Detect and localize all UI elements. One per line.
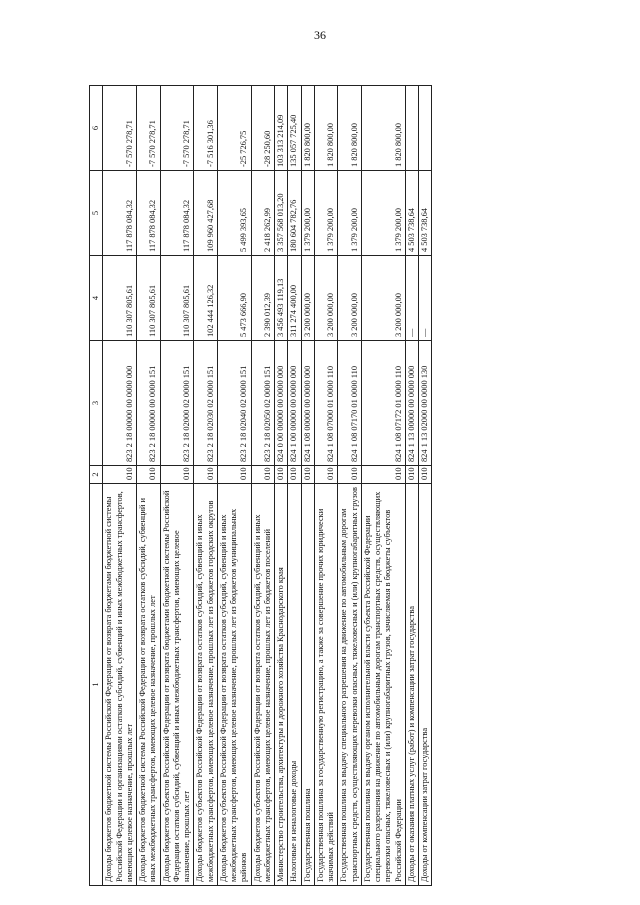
page-number: 36 [314, 28, 326, 42]
row-col6-cell: -7 570 278,71 [160, 86, 194, 171]
row-kbk-cell: 824 1 08 07170 01 0000 110 [338, 341, 362, 466]
row-col6-cell: -7 570 278,71 [137, 86, 161, 171]
row-col5-cell: 5 499 393,65 [217, 171, 251, 256]
table-row [194, 86, 218, 886]
row-col6-cell [419, 86, 432, 171]
row-col5-cell: 3 357 568 013,20 [275, 171, 288, 256]
table-row [137, 86, 161, 886]
row-code-cell: 010 [419, 466, 432, 484]
row-col6-cell: 135 057 725,40 [288, 86, 301, 171]
table-row [251, 86, 275, 886]
row-col4-cell: — [419, 256, 432, 341]
row-code-cell: 010 [251, 466, 275, 484]
row-col4-cell: 3 200 000,00 [314, 256, 338, 341]
row-col5-cell: 117 878 084,32 [137, 171, 161, 256]
row-col4-cell: 102 444 126,32 [194, 256, 218, 341]
row-kbk-cell: 823 2 18 02050 02 0000 151 [251, 341, 275, 466]
row-col5-cell: 117 878 084,32 [160, 171, 194, 256]
row-kbk-cell: 824 1 00 00000 00 0000 000 [288, 341, 301, 466]
row-kbk-cell: 823 2 18 02000 02 0000 151 [160, 341, 194, 466]
row-col6-cell: 1 820 800,00 [361, 86, 405, 171]
row-name-cell: Министерство строительства, архитектуры и дорожного хозяйства Краснодарского края [275, 484, 288, 886]
table-row [103, 86, 137, 886]
row-col6-cell: -25 726,75 [217, 86, 251, 171]
row-col4-cell: 110 307 805,61 [137, 256, 161, 341]
header-col-6: 6 [90, 86, 103, 171]
row-col5-cell: 4 503 738,64 [405, 171, 418, 256]
row-col4-cell: 110 307 805,61 [103, 256, 137, 341]
row-col6-cell: -28 250,60 [251, 86, 275, 171]
row-col4-cell: 3 200 000,00 [361, 256, 405, 341]
row-col5-cell: 1 379 200,00 [314, 171, 338, 256]
row-col6-cell: 1 820 800,00 [338, 86, 362, 171]
row-name-cell: Доходы бюджетов субъектов Российской Федерации от возврата бюджетами бюджетной системы Российской Федерации остатков субсидий, субвенций и иных межбюджетных трансфертов, имеющих целевое назначение, прошлых лет [160, 484, 194, 886]
row-code-cell: 010 [338, 466, 362, 484]
header-col-5: 5 [90, 171, 103, 256]
row-col6-cell: 103 313 214,09 [275, 86, 288, 171]
table-row [301, 86, 314, 886]
row-col6-cell: 1 820 800,00 [314, 86, 338, 171]
row-code-cell: 010 [288, 466, 301, 484]
header-col-4: 4 [90, 256, 103, 341]
row-kbk-cell: 823 2 18 02040 02 0000 151 [217, 341, 251, 466]
row-kbk-cell: 824 1 08 07000 01 0000 110 [314, 341, 338, 466]
table-row [419, 86, 432, 886]
row-col4-cell: 5 473 666,90 [217, 256, 251, 341]
table-row [288, 86, 301, 886]
row-col4-cell: — [405, 256, 418, 341]
row-name-cell: Государственная пошлина за выдачу органом исполнительной власти субъекта Российской Федерации специального разрешения на движение по автомобильным дорогам транспортных средств, осуществляющих перевозки опасных, тяжеловесных и (или) крупногабаритных грузов, зачисляемая в бюджеты субъектов Российской Федерации [361, 484, 405, 886]
row-col5-cell: 117 878 084,32 [103, 171, 137, 256]
row-col4-cell: 110 307 805,61 [160, 256, 194, 341]
row-name-cell: Налоговые и неналоговые доходы [288, 484, 301, 886]
row-name-cell: Доходы бюджетов бюджетной системы Российской Федерации от возврата бюджетами бюджетной системы Российской Федерации и организациями остатков субсидий, субвенций и иных межбюджетных трансфертов, имеющих целевое назначение, прошлых лет [103, 484, 137, 886]
row-col5-cell: 1 379 200,00 [301, 171, 314, 256]
row-col6-cell: 1 820 800,00 [301, 86, 314, 171]
row-code-cell: 010 [405, 466, 418, 484]
row-kbk-cell: 824 1 08 00000 00 0000 000 [301, 341, 314, 466]
row-name-cell: Государственная пошлина [301, 484, 314, 886]
row-col6-cell [405, 86, 418, 171]
row-kbk-cell: 824 1 08 07172 01 0000 110 [361, 341, 405, 466]
table-row [361, 86, 405, 886]
table-row [314, 86, 338, 886]
row-code-cell: 010 [314, 466, 338, 484]
rotated-table-container [89, 86, 587, 886]
row-code-cell: 010 [137, 466, 161, 484]
row-col4-cell: 2 390 012,39 [251, 256, 275, 341]
table-row [217, 86, 251, 886]
row-col6-cell: -7 570 278,71 [103, 86, 137, 171]
row-name-cell: Государственная пошлина за государственную регистрацию, а также за совершение прочих юридически значимых действий [314, 484, 338, 886]
header-col-2: 2 [90, 466, 103, 484]
table-row [338, 86, 362, 886]
header-col-3: 3 [90, 341, 103, 466]
table-row [275, 86, 288, 886]
row-kbk-cell: 823 2 18 02030 02 0000 151 [194, 341, 218, 466]
table-row [160, 86, 194, 886]
row-col5-cell: 2 418 262,99 [251, 171, 275, 256]
row-kbk-cell: 823 2 18 00000 00 0000 000 [103, 341, 137, 466]
row-code-cell: 010 [361, 466, 405, 484]
row-kbk-cell: 824 1 13 00000 00 0000 000 [405, 341, 418, 466]
revenue-table [89, 85, 432, 886]
row-name-cell: Государственная пошлина за выдачу специального разрешения на движение по автомобильным дорогам транспортных средств, осуществляющих перевозки опасных, тяжеловесных и (или) крупногабаритных грузов [338, 484, 362, 886]
row-name-cell: Доходы бюджетов субъектов Российской Федерации от возврата остатков субсидий, субвенций и иных межбюджетных трансфертов, имеющих целевое назначение, прошлых лет из бюджетов поселений [251, 484, 275, 886]
row-col5-cell: 180 604 782,76 [288, 171, 301, 256]
row-name-cell: Доходы бюджетов бюджетной системы Российской Федерации от возврата остатков субсидий, субвенций и иных межбюджетных трансфертов, имеющих целевое назначение, прошлых лет [137, 484, 161, 886]
row-code-cell: 010 [275, 466, 288, 484]
row-kbk-cell: 824 0 00 00000 00 0000 000 [275, 341, 288, 466]
row-col4-cell: 3 200 000,00 [338, 256, 362, 341]
row-code-cell: 010 [194, 466, 218, 484]
row-code-cell: 010 [301, 466, 314, 484]
row-name-cell: Доходы от компенсации затрат государства [419, 484, 432, 886]
row-col5-cell: 109 960 427,68 [194, 171, 218, 256]
row-code-cell: 010 [103, 466, 137, 484]
row-col5-cell: 1 379 200,00 [361, 171, 405, 256]
row-name-cell: Доходы бюджетов субъектов Российской Федерации от возврата остатков субсидий, субвенций и иных межбюджетных трансфертов, имеющих целевое назначение, прошлых лет из бюджетов городских округов [194, 484, 218, 886]
row-col5-cell: 1 379 200,00 [338, 171, 362, 256]
header-row [90, 86, 103, 886]
row-kbk-cell: 823 2 18 00000 00 0000 151 [137, 341, 161, 466]
row-col4-cell: 311 274 400,00 [288, 256, 301, 341]
row-col6-cell: -7 516 301,36 [194, 86, 218, 171]
table-row [405, 86, 418, 886]
row-col5-cell: 4 503 738,64 [419, 171, 432, 256]
row-col4-cell: 3 200 000,00 [301, 256, 314, 341]
header-col-1: 1 [90, 484, 103, 886]
row-kbk-cell: 824 1 13 02000 00 0000 130 [419, 341, 432, 466]
row-code-cell: 010 [160, 466, 194, 484]
row-col4-cell: 3 456 493 119,13 [275, 256, 288, 341]
row-code-cell: 010 [217, 466, 251, 484]
row-name-cell: Доходы от оказания платных услуг (работ) и компенсации затрат государства [405, 484, 418, 886]
row-name-cell: Доходы бюджетов субъектов Российской Федерации от возврата остатков субсидий, субвенций и иных межбюджетных трансфертов, имеющих целевое назначение, прошлых лет из бюджетов муниципальных районов [217, 484, 251, 886]
